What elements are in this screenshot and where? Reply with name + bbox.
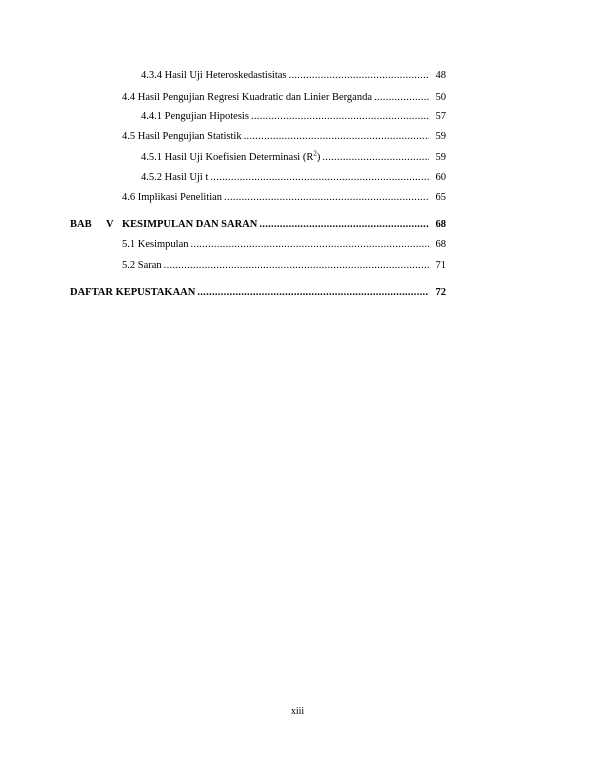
page-number: xiii xyxy=(290,706,305,717)
toc-entry-title: 4.6 Implikasi Penelitian xyxy=(122,192,223,203)
toc-entry-4-5-2 xyxy=(141,171,446,184)
toc-entry-title: 5.2 Saran xyxy=(122,260,162,271)
toc-leader-dots xyxy=(251,110,429,123)
toc-entry-page: 48 xyxy=(435,70,446,81)
toc-entry-page: 57 xyxy=(435,111,446,122)
toc-entry-4-4 xyxy=(122,91,446,104)
toc-leader-dots xyxy=(164,259,429,272)
toc-entry-4-5 xyxy=(122,130,446,143)
toc-leader-dots xyxy=(244,130,429,143)
toc-entry-page: 50 xyxy=(435,92,446,103)
toc-leader-dots xyxy=(210,171,429,184)
toc-entry-page: 65 xyxy=(435,192,446,203)
toc-entry-title: DAFTAR KEPUSTAKAAN xyxy=(70,287,196,298)
toc-leader-dots xyxy=(191,238,430,251)
toc-entry-4-6 xyxy=(122,191,446,204)
toc-entry-4-4-1 xyxy=(141,110,446,123)
toc-leader-dots xyxy=(197,286,429,299)
toc-entry-page: 60 xyxy=(435,172,446,183)
toc-entry-page: 59 xyxy=(435,131,446,142)
toc-entry-daftar-kepustakaan xyxy=(70,286,446,299)
toc-entry-page: 59 xyxy=(435,152,446,163)
toc-entry-4-3-4 xyxy=(141,69,446,82)
toc-entry-5-2 xyxy=(122,259,446,272)
toc-entry-title: 4.4 Hasil Pengujian Regresi Kuadratic dan Linier Berganda xyxy=(122,92,372,103)
toc-entry-bab-v xyxy=(122,218,446,231)
toc-leader-dots xyxy=(322,151,429,164)
toc-entry-page: 68 xyxy=(435,239,446,250)
toc-entry-title-close: ) xyxy=(316,152,321,163)
toc-entry-4-5-1 xyxy=(141,151,446,164)
chapter-label: BAB xyxy=(70,219,92,230)
toc-entry-title: 4.5 Hasil Pengujian Statistik xyxy=(122,131,242,142)
chapter-number: V xyxy=(106,219,114,230)
toc-leader-dots xyxy=(374,91,429,104)
toc-entry-title: 4.4.1 Pengujian Hipotesis xyxy=(141,111,249,122)
toc-entry-page: 68 xyxy=(435,219,446,230)
toc-entry-5-1 xyxy=(122,238,446,251)
toc-entry-title-main: 4.5.1 Hasil Uji Koefisien Determinasi (R xyxy=(141,152,314,163)
toc-leader-dots xyxy=(224,191,429,204)
toc-entry-title: KESIMPULAN DAN SARAN xyxy=(122,219,258,230)
toc-entry-page: 72 xyxy=(435,287,446,298)
toc-entry-title: 4.3.4 Hasil Uji Heteroskedastisitas xyxy=(141,70,287,81)
toc-entry-title: 5.1 Kesimpulan xyxy=(122,239,189,250)
toc-leader-dots xyxy=(289,69,429,82)
toc-entry-title: 4.5.2 Hasil Uji t xyxy=(141,172,209,183)
toc-leader-dots xyxy=(259,218,429,231)
toc-entry-page: 71 xyxy=(435,260,446,271)
toc-entry-title xyxy=(141,151,320,164)
superscript-2: 2 xyxy=(313,149,317,158)
